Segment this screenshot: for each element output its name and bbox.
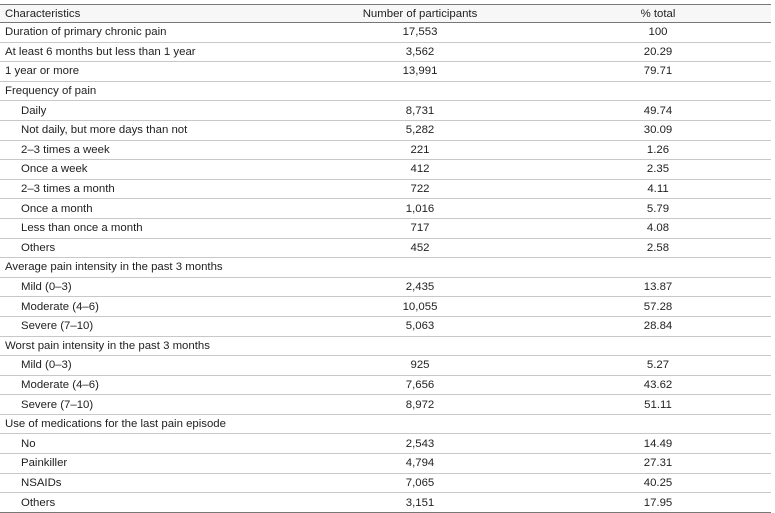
row-label (0, 277, 295, 297)
cell-number-of-participants: 925 (295, 356, 545, 376)
cell-percent-total: 17.95 (545, 493, 771, 513)
cell-number-of-participants: 412 (295, 160, 545, 180)
row-label (0, 81, 295, 101)
cell-number-of-participants (295, 81, 545, 101)
row-label-text: Moderate (4–6) (21, 300, 99, 313)
row-label-text: Use of medications for the last pain episode (5, 418, 226, 431)
table-row (0, 375, 771, 395)
row-label (0, 120, 295, 140)
cell-percent-total: 2.58 (545, 238, 771, 258)
cell-percent-total: 43.62 (545, 375, 771, 395)
cell-number-of-participants: 2,543 (295, 434, 545, 454)
row-label-text: 2–3 times a week (21, 143, 110, 156)
row-label (0, 454, 295, 474)
cell-percent-total (545, 81, 771, 101)
cell-percent-total: 79.71 (545, 62, 771, 82)
row-label (0, 473, 295, 493)
cell-number-of-participants (295, 414, 545, 434)
table-row (0, 316, 771, 336)
cell-percent-total: 30.09 (545, 120, 771, 140)
table-row (0, 62, 771, 82)
row-label (0, 316, 295, 336)
cell-percent-total (545, 414, 771, 434)
table-row (0, 120, 771, 140)
cell-number-of-participants: 717 (295, 218, 545, 238)
section-header-row (0, 81, 771, 101)
row-label-text: At least 6 months but less than 1 year (5, 45, 196, 58)
table-row (0, 218, 771, 238)
cell-percent-total: 57.28 (545, 297, 771, 317)
section-header-row (0, 258, 771, 278)
cell-percent-total: 100 (648, 26, 668, 39)
cell-number-of-participants: 5,282 (295, 120, 545, 140)
row-label-text: Less than once a month (21, 222, 143, 235)
row-label (0, 336, 295, 356)
cell-number-of-participants (295, 258, 545, 278)
cell-number-of-participants: 3,562 (295, 42, 545, 62)
cell-number-of-participants: 10,055 (295, 297, 545, 317)
cell-percent-total: 49.74 (545, 101, 771, 121)
row-label-text: Once a week (21, 163, 88, 176)
cell-number-of-participants: 1,016 (295, 199, 545, 219)
row-label-text: Others (21, 496, 56, 509)
row-label (0, 140, 295, 160)
cell-number-of-participants: 722 (295, 179, 545, 199)
header-percent-total: % total (545, 5, 771, 23)
row-label-text: Moderate (4–6) (21, 378, 99, 391)
cell-percent-total: 1.26 (545, 140, 771, 160)
row-label-text: Average pain intensity in the past 3 months (5, 261, 223, 274)
cell-percent-total: 27.31 (545, 454, 771, 474)
row-label (0, 160, 295, 180)
row-label (0, 42, 295, 62)
row-label-text: Severe (7–10) (21, 320, 94, 333)
row-label (0, 101, 295, 121)
cell-percent-total: 20.29 (545, 42, 771, 62)
cell-percent-total: 40.25 (545, 473, 771, 493)
cell-number-of-participants: 3,151 (295, 493, 545, 513)
cell-percent-total: 4.08 (545, 218, 771, 238)
row-label-text: Mild (0–3) (21, 359, 72, 372)
section-header-row (0, 336, 771, 356)
table-row (0, 160, 771, 180)
cell-number-of-participants (295, 336, 545, 356)
cell-percent-total (545, 336, 771, 356)
row-label-text: Duration of primary chronic pain (5, 26, 167, 39)
table-row (0, 297, 771, 317)
table-row (0, 140, 771, 160)
row-label-text: Painkiller (21, 457, 68, 470)
row-label-text: NSAIDs (21, 476, 62, 489)
row-label-text: 1 year or more (5, 65, 80, 78)
table-row (0, 42, 771, 62)
row-label (0, 258, 295, 278)
table-row (0, 23, 771, 43)
table-row (0, 473, 771, 493)
table-row (0, 179, 771, 199)
cell-percent-total: 51.11 (545, 395, 771, 415)
table-row (0, 356, 771, 376)
cell-percent-total: 5.79 (545, 199, 771, 219)
cell-number-of-participants: 2,435 (295, 277, 545, 297)
table-row (0, 454, 771, 474)
row-label (0, 395, 295, 415)
row-label (0, 179, 295, 199)
table-row (0, 277, 771, 297)
table-row (0, 395, 771, 415)
cell-percent-total: 13.87 (545, 277, 771, 297)
cell-number-of-participants: 8,972 (295, 395, 545, 415)
section-header-row (0, 414, 771, 434)
header-number-of-participants: Number of participants (295, 5, 545, 23)
cell-percent-total: 2.35 (545, 160, 771, 180)
cell-number-of-participants: 5,063 (295, 316, 545, 336)
row-label (0, 218, 295, 238)
row-label (0, 297, 295, 317)
cell-number-of-participants: 4,794 (295, 454, 545, 474)
cell-number-of-participants: 221 (295, 140, 545, 160)
cell-percent-total (545, 258, 771, 278)
row-label-text: Mild (0–3) (21, 281, 72, 294)
header-characteristics: Characteristics (0, 5, 295, 23)
cell-number-of-participants: 7,656 (295, 375, 545, 395)
row-label (0, 356, 295, 376)
header-row (0, 5, 771, 23)
row-label-text: Once a month (21, 202, 93, 215)
row-label (0, 434, 295, 454)
cell-percent-total: 4.11 (545, 179, 771, 199)
table-row (0, 199, 771, 219)
cell-number-of-participants: 8,731 (295, 101, 545, 121)
row-label (0, 23, 295, 43)
cell-number-of-participants: 452 (295, 238, 545, 258)
row-label (0, 493, 295, 513)
row-label (0, 199, 295, 219)
row-label-text: Daily (21, 104, 47, 117)
cell-number-of-participants: 7,065 (295, 473, 545, 493)
row-label-text: 2–3 times a month (21, 183, 115, 196)
row-label-text: Frequency of pain (5, 85, 97, 98)
row-label (0, 414, 295, 434)
cell-percent-total: 28.84 (545, 316, 771, 336)
row-label (0, 62, 295, 82)
table-row (0, 434, 771, 454)
cell-number-of-participants: 13,991 (295, 62, 545, 82)
row-label-text: Worst pain intensity in the past 3 months (5, 339, 210, 352)
row-label (0, 375, 295, 395)
row-label-text: No (21, 437, 36, 450)
cell-percent-total: 14.49 (545, 434, 771, 454)
table-row (0, 493, 771, 513)
table-row (0, 238, 771, 258)
cell-number-of-participants: 17,553 (402, 26, 438, 39)
cell-percent-total: 5.27 (545, 356, 771, 376)
row-label-text: Severe (7–10) (21, 398, 94, 411)
table-body (0, 23, 771, 513)
row-label-text: Not daily, but more days than not (21, 124, 188, 137)
characteristics-table (0, 5, 771, 513)
row-label-text: Others (21, 241, 56, 254)
row-label (0, 238, 295, 258)
table-row (0, 101, 771, 121)
